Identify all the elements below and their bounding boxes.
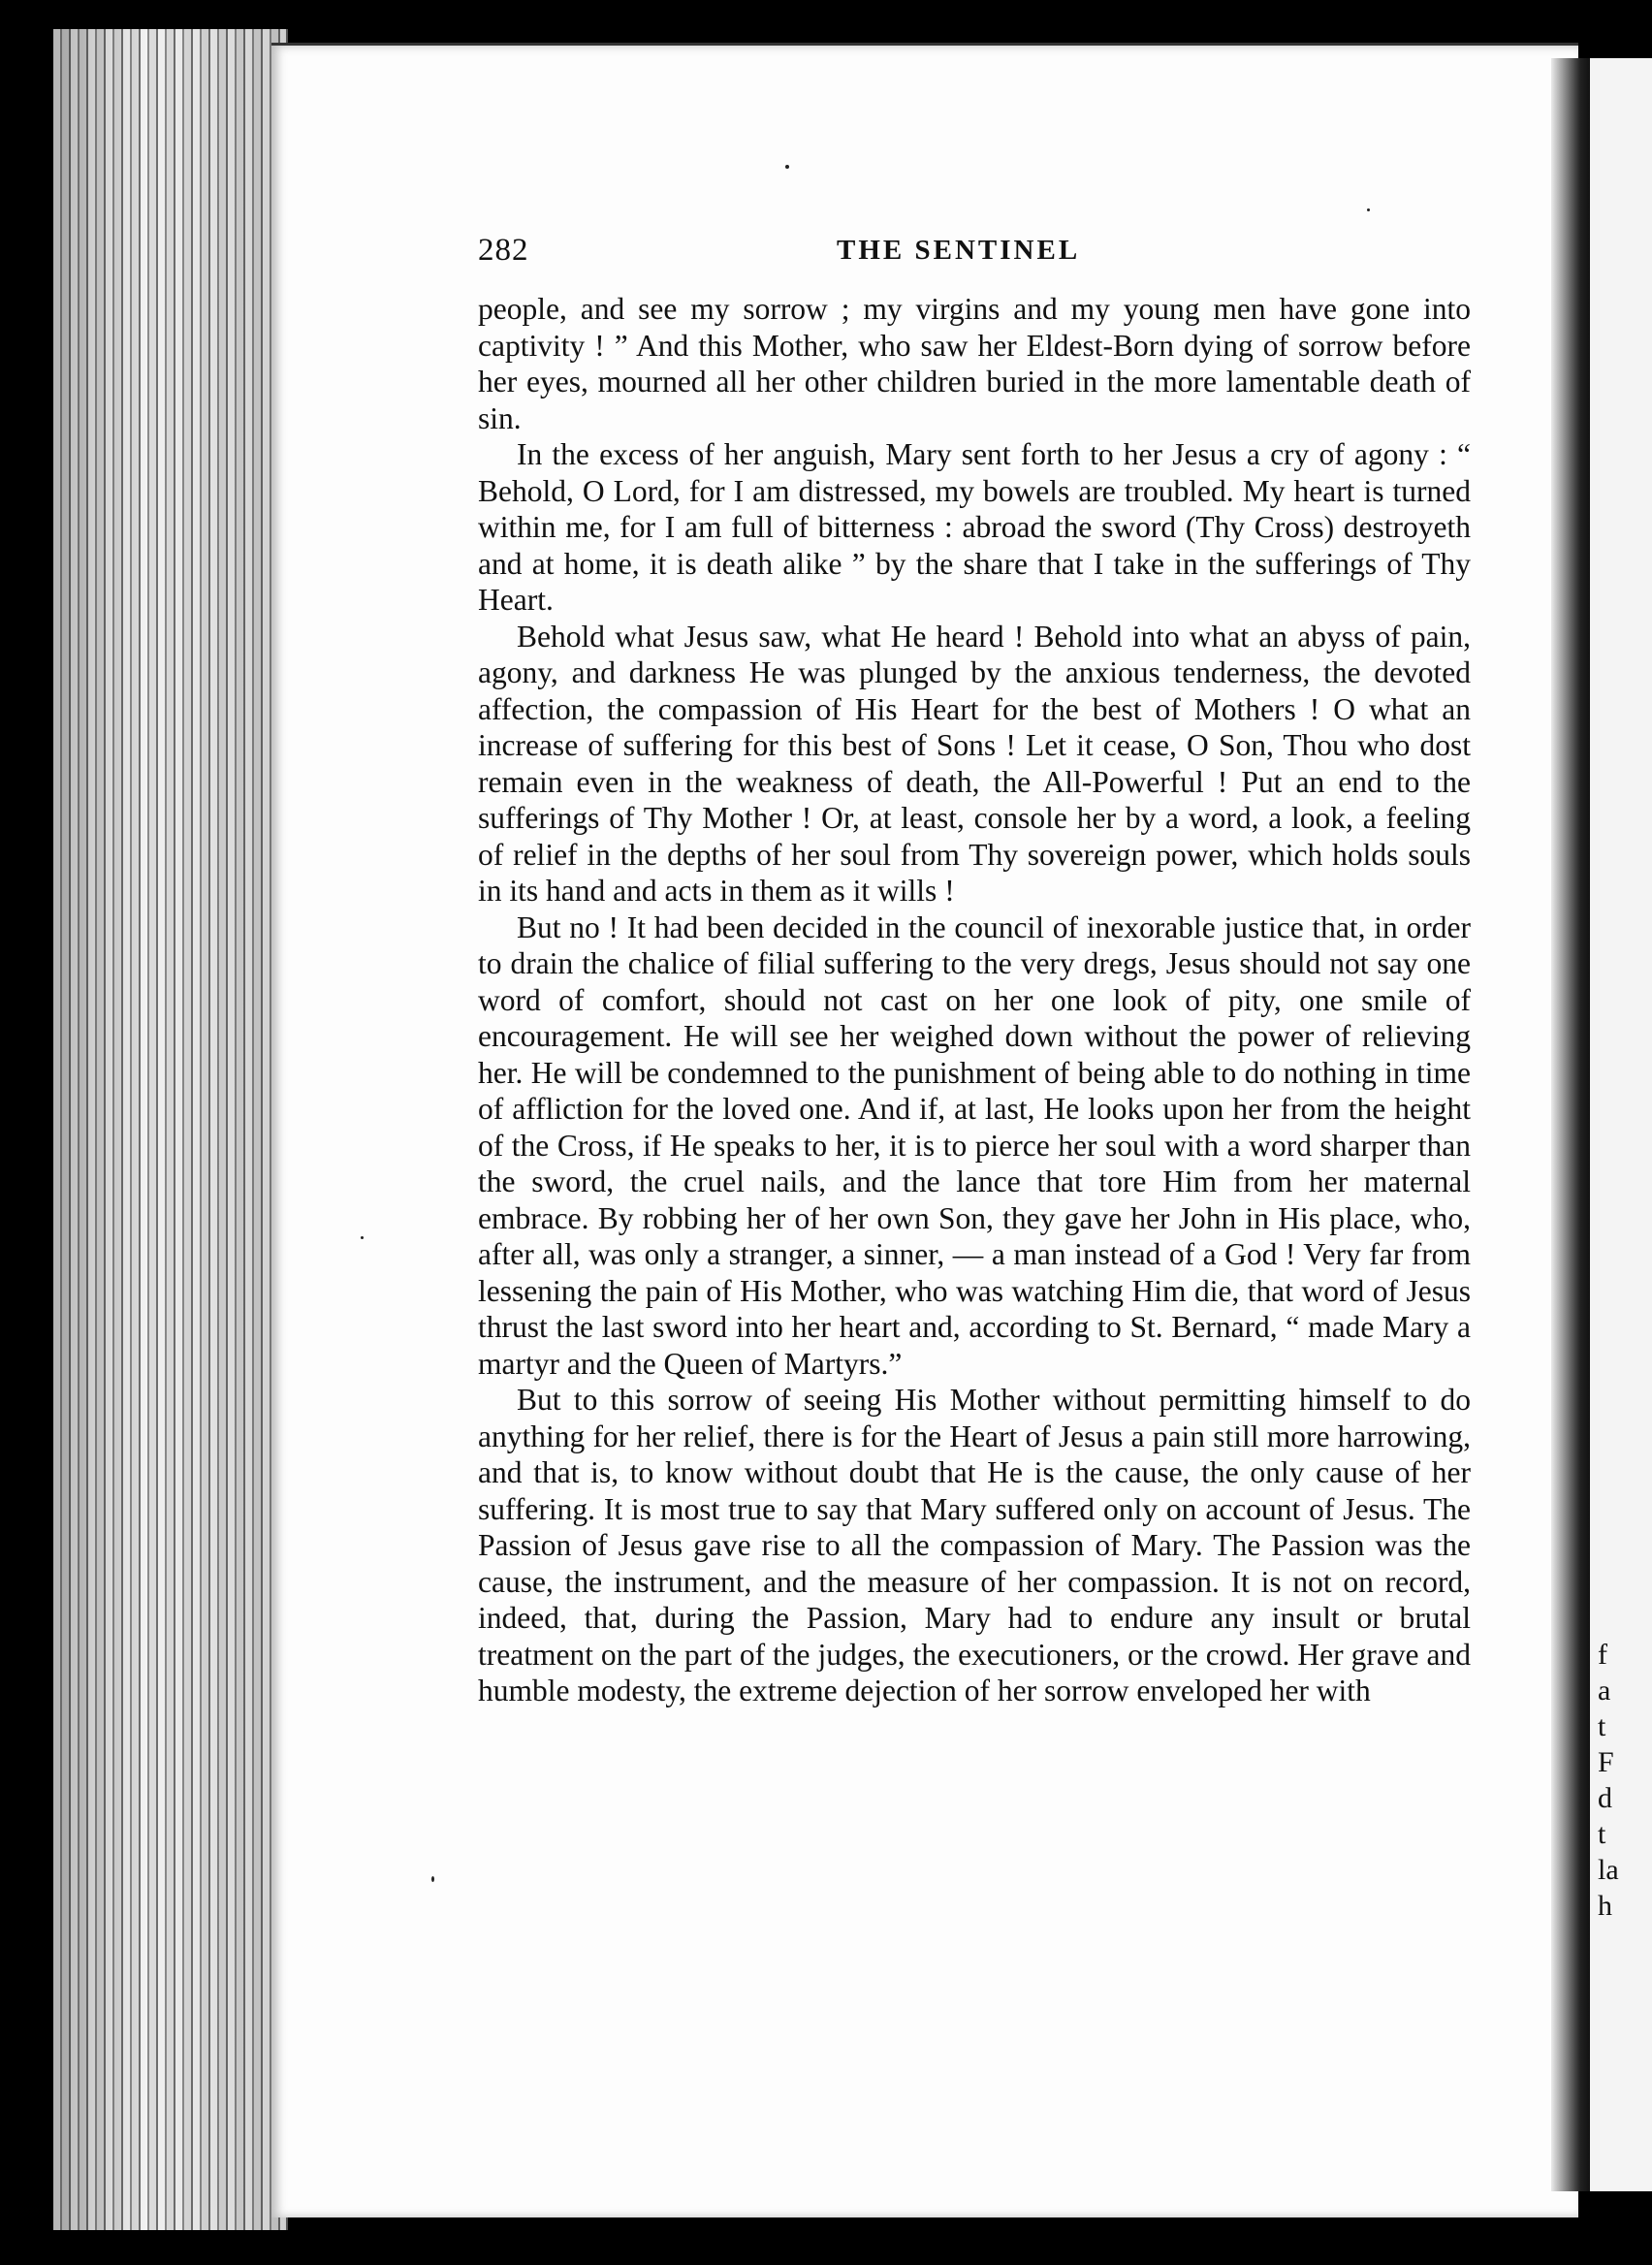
scan-speck [361,1236,364,1239]
facing-page-fragment: f [1598,1639,1607,1671]
facing-page-fragment: t [1598,1818,1606,1850]
paragraph: people, and see my sorrow ; my virgins and my young men have gone into captivity ! ” And this Mother, who saw her Eldest-Born dying of sorrow before her eyes, mourned all her other children buried in the more lamentable death of sin. [478,292,1471,435]
body-text [478,291,1471,1709]
page-edges-shadow [53,29,286,2230]
paragraph: In the excess of her anguish, Mary sent forth to her Jesus a cry of agony : “ Behold, O Lord, for I am distressed, my bowels are troubled. My heart is turned within me, for I am full of bitterness : abroad the sword (Thy Cross) destroyeth and at home, it is death alike ” by the share that I take in the sufferings of Thy Heart. [478,437,1471,617]
paragraph: But to this sorrow of seeing His Mother without permitting himself to do anything for her relief, there is for the Heart of Jesus a pain still more harrowing, and that is, to know without doubt that He is the cause, the only cause of her suffering. It is most true to say that Mary suffered only on account of Jesus. The Passion of Jesus gave rise to all the compassion of Mary. The Passion was the cause, the instrument, and the measure of her compassion. It is not on record, indeed, that, during the Passion, Mary had to endure any insult or brutal treatment on the part of the judges, the executioners, or the crowd. Her grave and humble modesty, the extreme dejection of her sorrow enveloped her with [478,1383,1471,1707]
scan-speck [785,165,789,169]
running-header [478,233,1477,271]
facing-page-sliver [1590,58,1652,2191]
facing-page-fragment: t [1598,1710,1606,1742]
facing-page-fragment: a [1598,1675,1611,1707]
paragraph: Behold what Jesus saw, what He heard ! Behold into what an abyss of pain, agony, and darkness He was plunged by the anxious tenderness, the devoted affection, the compassion of His Heart for the best of Mothers ! O what an increase of suffering for this best of Sons ! Let it cease, O Son, Thou who dost remain even in the weakness of death, the All-Powerful ! Put an end to the sufferings of Thy Mother ! Or, at least, console her by a word, a look, a feeling of relief in the depths of her soul from Thy sovereign power, which holds souls in its hand and acts in them as it wills ! [478,619,1471,908]
facing-page-fragment: F [1598,1746,1614,1778]
paragraph: But no ! It had been decided in the council of inexorable justice that, in order to drain the chalice of filial suffering to the very dregs, Jesus should not say one word of comfort, should not cast on her one look of pity, one smile of encouragement. He will see her weighed down without the power of relieving her. He will be condemned to the punishment of being able to do nothing in time of affliction for the loved one. And if, at last, He looks upon her from the height of the Cross, if He speaks to her, it is to pierce her soul with a word sharper than the sword, the cruel nails, and the lance that tore Him from her maternal embrace. By robbing her of her own Son, they gave her John in His place, who, after all, was only a stranger, a sinner, — a man instead of a God ! Very far from lessening the pain of His Mother, who was watching Him die, that word of Jesus thrust the last sword into her heart and, according to St. Bernard, “ made Mary a martyr and the Queen of Martyrs.” [478,909,1471,1381]
facing-page-fragment: la [1598,1854,1619,1886]
scan-speck [1367,208,1370,211]
facing-page-fragment: d [1598,1782,1612,1814]
running-title: THE SENTINEL [837,235,1081,266]
page-number: 282 [478,233,529,268]
scan-speck [431,1876,434,1882]
facing-page-fragment: h [1598,1890,1612,1922]
